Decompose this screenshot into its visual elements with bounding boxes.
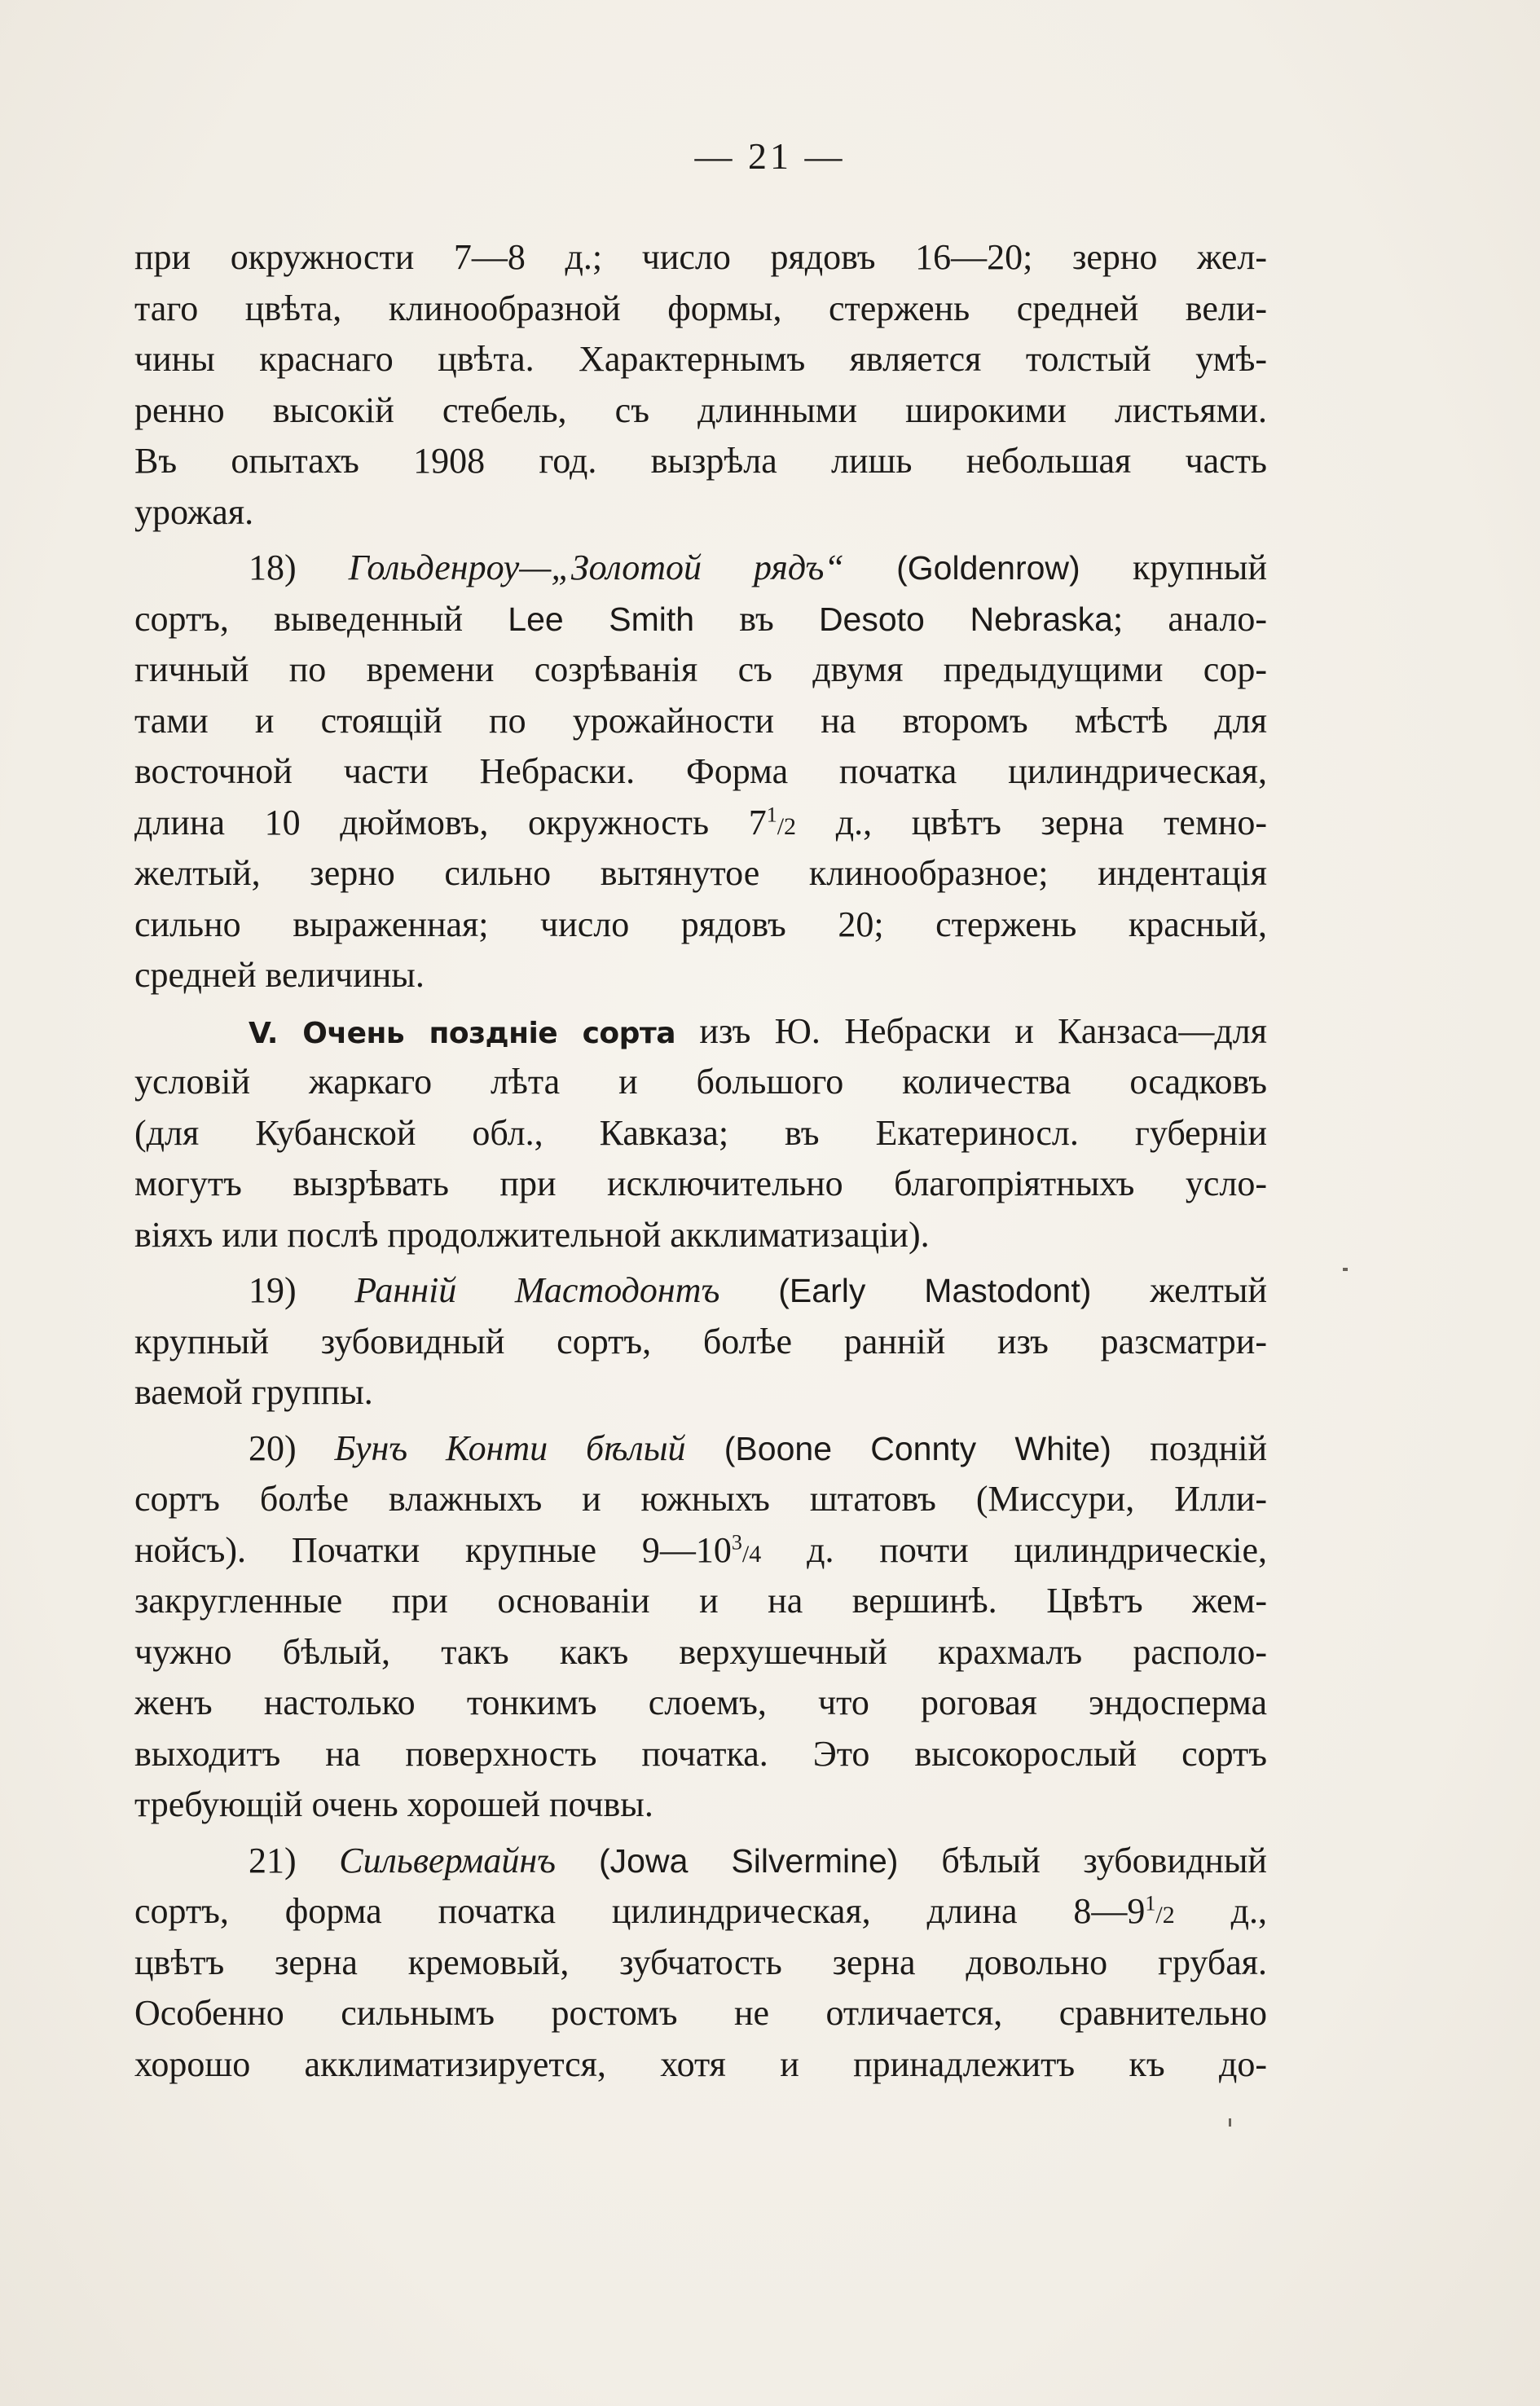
page-number: — 21 — [694,135,846,177]
text-fragment: д. почти цилиндрическіе, [761,1529,1267,1570]
latin-name: (Boone Connty White) [685,1429,1151,1467]
latin-name: Lee Smith [508,600,695,638]
text-line: крупный зубовидный сортъ, болѣе ранній изъ разсматри- [134,1321,1267,1361]
text-line: Въ опытахъ 1908 год. вызрѣла лишь небольшая часть [134,441,1267,481]
variety-name-italic: Бунъ Конти бѣлый [334,1427,686,1468]
text-line: (для Кубанской обл., Кавказа; въ Екатериносл. губерніи [134,1112,1267,1153]
text-line: чужно бѣлый, такъ какъ верхушечный крахмалъ располо- [134,1631,1267,1672]
text-fragment: д., [1174,1891,1267,1931]
fraction-denominator: /4 [741,1540,762,1568]
text-fragment: сортъ, форма початка цилиндрическая, длина 8—9 [134,1891,1146,1931]
text-fragment: нойсъ). Початки крупные 9—10 [134,1529,732,1570]
text-line: таго цвѣта, клинообразной формы, стержень средней вели- [134,288,1267,328]
entry-20-heading-line [134,1423,1267,1475]
text-line: цвѣтъ зерна кремовый, зубчатость зерна довольно грубая. [134,1942,1267,1982]
entry-21-heading-line [134,1836,1267,1887]
text-fragment: крупный [1133,548,1268,587]
text-line: сильно выраженная; число рядовъ 20; стержень красный, [134,904,1267,944]
text-line [134,1525,1267,1577]
fraction-numerator: 1 [766,802,777,826]
text-line: гичный по времени созрѣванія съ двумя предыдущими сор- [134,649,1267,689]
text-line: закругленные при основаніи и на вершинѣ. Цвѣтъ жем- [134,1581,1267,1621]
entry-18-heading-line [134,543,1267,594]
margin-speck [1229,2118,1231,2127]
text-line: тами и стоящій по урожайности на второмъ мѣстѣ для [134,700,1267,741]
margin-speck [1343,1268,1348,1271]
text-line: Особенно сильнымъ ростомъ не отличается, сравнительно [134,1993,1267,2033]
text-line: требующій очень хорошей почвы. [134,1784,653,1824]
text-line: ваемой группы. [134,1372,373,1412]
entry-number: 19) [249,1270,355,1310]
text-line: условій жаркаго лѣта и большого количества осадковъ [134,1062,1267,1102]
fraction-denominator: /2 [777,812,797,840]
variety-name-italic: Ранній Мастодонтъ [354,1270,720,1310]
text-line [134,594,1267,645]
text-fragment: поздній [1150,1427,1268,1468]
entry-19-heading-line [134,1265,1267,1317]
text-line [134,1886,1267,1938]
text-line: ренно высокій стебель, съ длинными широкими листьями. [134,389,1267,430]
text-line: желтый, зерно сильно вытянутое клинообразное; индентація [134,853,1267,893]
text-line: віяхъ или послѣ продолжительной акклиматизаціи). [134,1214,930,1255]
entry-number: 20) [249,1427,335,1468]
text-fragment: изъ Ю. Небраски и Канзаса—для [675,1010,1268,1051]
latin-name: Desoto Nebraska [818,600,1113,638]
text-fragment: д., цвѣтъ зерна темно- [796,802,1267,842]
text-fragment: бѣлый зубовидный [941,1840,1267,1880]
text-fragment: въ [694,598,819,639]
latin-name: (Early Mastodont) [719,1272,1151,1309]
text-line: сортъ болѣе влажныхъ и южныхъ штатовъ (Миссури, Илли- [134,1479,1267,1519]
text-line: могутъ вызрѣвать при исключительно благопріятныхъ усло- [134,1163,1267,1203]
latin-name: (Goldenrow) [843,549,1133,587]
text-line: при окружности 7—8 д.; число рядовъ 16—20; зерно жел- [134,237,1267,277]
text-fragment: желтый [1150,1270,1268,1310]
variety-name-italic: Сильвермайнъ [339,1840,557,1880]
text-line: женъ настолько тонкимъ слоемъ, что роговая эндосперма [134,1682,1267,1722]
fraction-denominator: /2 [1155,1902,1175,1929]
latin-name: (Jowa Silvermine) [556,1841,942,1880]
text-line [134,798,1267,849]
section-v-heading-line [134,1006,1267,1058]
variety-name-italic: Гольденроу—„Золотой рядъ“ [348,548,844,587]
body-text [134,232,1267,2090]
text-fragment: длина 10 дюймовъ, окружность 7 [134,802,767,842]
text-line: хорошо акклиматизируется, хотя и принадлежитъ къ до- [134,2043,1267,2084]
text-line: урожая. [134,491,254,532]
text-line: выходитъ на поверхность початка. Это высокорослый сортъ [134,1733,1267,1774]
fraction-numerator: 3 [731,1529,742,1554]
entry-number: 21) [249,1840,340,1880]
entry-number: 18) [249,548,349,587]
text-line: чины краснаго цвѣта. Характернымъ является толстый умѣ- [134,339,1267,379]
text-fragment: ; анало- [1112,598,1267,639]
section-heading: V. Очень поздніе сорта [249,1016,676,1050]
text-line: восточной части Небраски. Форма початка цилиндрическая, [134,751,1267,791]
text-line: средней величины. [134,955,425,995]
fraction-numerator: 1 [1145,1891,1156,1916]
text-fragment: сортъ, выведенный [134,598,508,639]
